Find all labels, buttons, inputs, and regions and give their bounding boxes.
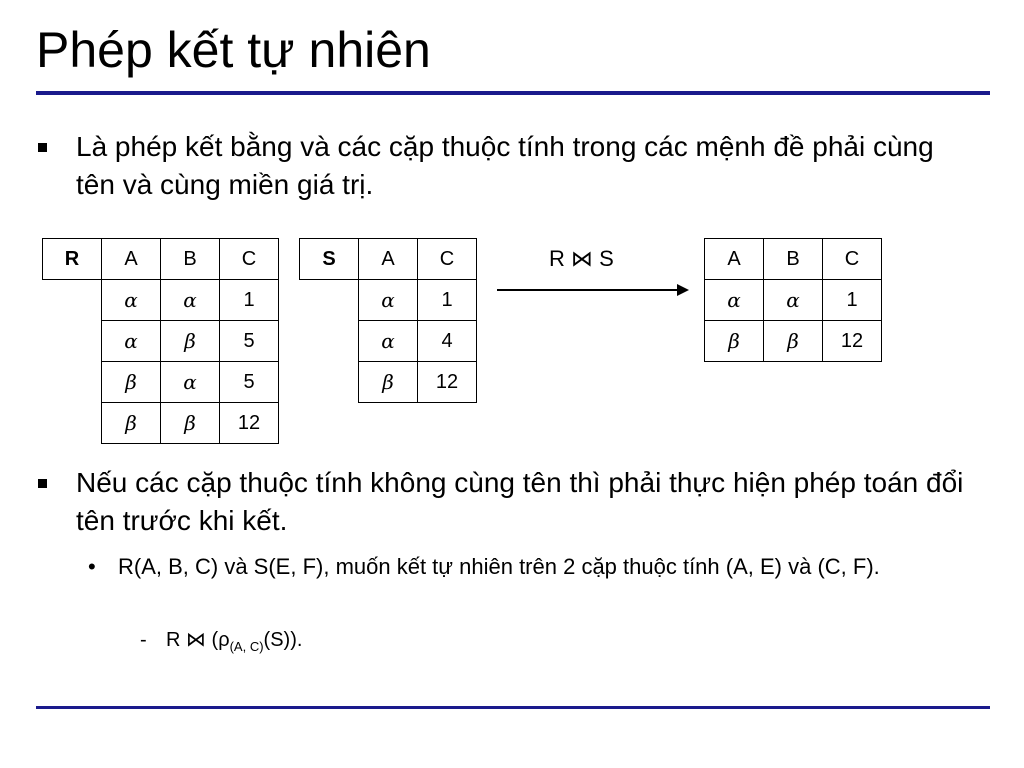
relation-name: S	[300, 239, 359, 280]
table-cell: α	[161, 280, 220, 321]
table-cell: 1	[220, 280, 279, 321]
table-header-row	[43, 239, 279, 280]
table-row	[300, 362, 477, 403]
bullet-1-text: Là phép kết bằng và các cặp thuộc tính trong các mệnh đề phải cùng tên và cùng miền giá trị.	[76, 131, 934, 200]
footer-rule	[36, 706, 990, 709]
table-cell: α	[161, 362, 220, 403]
table-header-row	[705, 239, 882, 280]
table-cell: β	[102, 362, 161, 403]
table-cell: 1	[823, 280, 882, 321]
table-row	[43, 321, 279, 362]
sub-bullet-1-text: R(A, B, C) và S(E, F), muốn kết tự nhiên trên 2 cặp thuộc tính (A, E) và (C, F).	[118, 554, 880, 579]
column-header: B	[161, 239, 220, 280]
expression-suffix: (S)).	[263, 629, 303, 651]
sub-bullet-1	[88, 552, 998, 582]
table-row	[43, 403, 279, 444]
table-row	[43, 280, 279, 321]
table-cell: β	[359, 362, 418, 403]
table-row	[300, 321, 477, 362]
table-cell: β	[764, 321, 823, 362]
column-header: C	[418, 239, 477, 280]
table-header-row	[300, 239, 477, 280]
table-cell: β	[161, 321, 220, 362]
dash-bullet-icon: -	[140, 629, 147, 651]
table-row	[43, 362, 279, 403]
table-cell: α	[359, 321, 418, 362]
column-header: B	[764, 239, 823, 280]
relation-name: R	[43, 239, 102, 280]
square-bullet-icon	[38, 464, 47, 502]
sub-sub-bullet	[140, 625, 302, 662]
table-cell: β	[161, 403, 220, 444]
expression-prefix: R ⋈ (ρ	[166, 629, 230, 651]
arrow-right-icon	[677, 284, 689, 296]
table-row	[705, 280, 882, 321]
relation-s-table	[299, 238, 477, 403]
table-cell: 12	[220, 403, 279, 444]
table-cell: 4	[418, 321, 477, 362]
dot-bullet-icon: •	[88, 554, 96, 579]
table-cell: α	[102, 280, 161, 321]
bullet-2	[38, 464, 976, 540]
column-header: C	[220, 239, 279, 280]
bullet-1	[38, 128, 976, 204]
join-arrow-line	[497, 289, 679, 291]
relation-r-table	[42, 238, 279, 444]
table-cell: β	[102, 403, 161, 444]
table-cell: β	[705, 321, 764, 362]
bullet-2-text: Nếu các cặp thuộc tính không cùng tên thì phải thực hiện phép toán đổi tên trước khi kết.	[76, 467, 964, 536]
table-cell: α	[764, 280, 823, 321]
title-underline	[36, 91, 990, 95]
table-cell: 1	[418, 280, 477, 321]
table-cell: 12	[823, 321, 882, 362]
table-cell: 5	[220, 321, 279, 362]
column-header: A	[359, 239, 418, 280]
table-row	[705, 321, 882, 362]
table-row	[300, 280, 477, 321]
join-result-table	[704, 238, 882, 362]
table-cell: α	[359, 280, 418, 321]
table-cell: α	[705, 280, 764, 321]
column-header: A	[102, 239, 161, 280]
table-cell: α	[102, 321, 161, 362]
column-header: A	[705, 239, 764, 280]
join-label: R ⋈ S	[549, 246, 614, 271]
rename-join-expression	[166, 625, 302, 662]
square-bullet-icon	[38, 128, 47, 166]
column-header: C	[823, 239, 882, 280]
table-cell: 12	[418, 362, 477, 403]
expression-subscript: (A, C)	[229, 639, 264, 654]
slide-title: Phép kết tự nhiên	[36, 22, 431, 78]
table-cell: 5	[220, 362, 279, 403]
